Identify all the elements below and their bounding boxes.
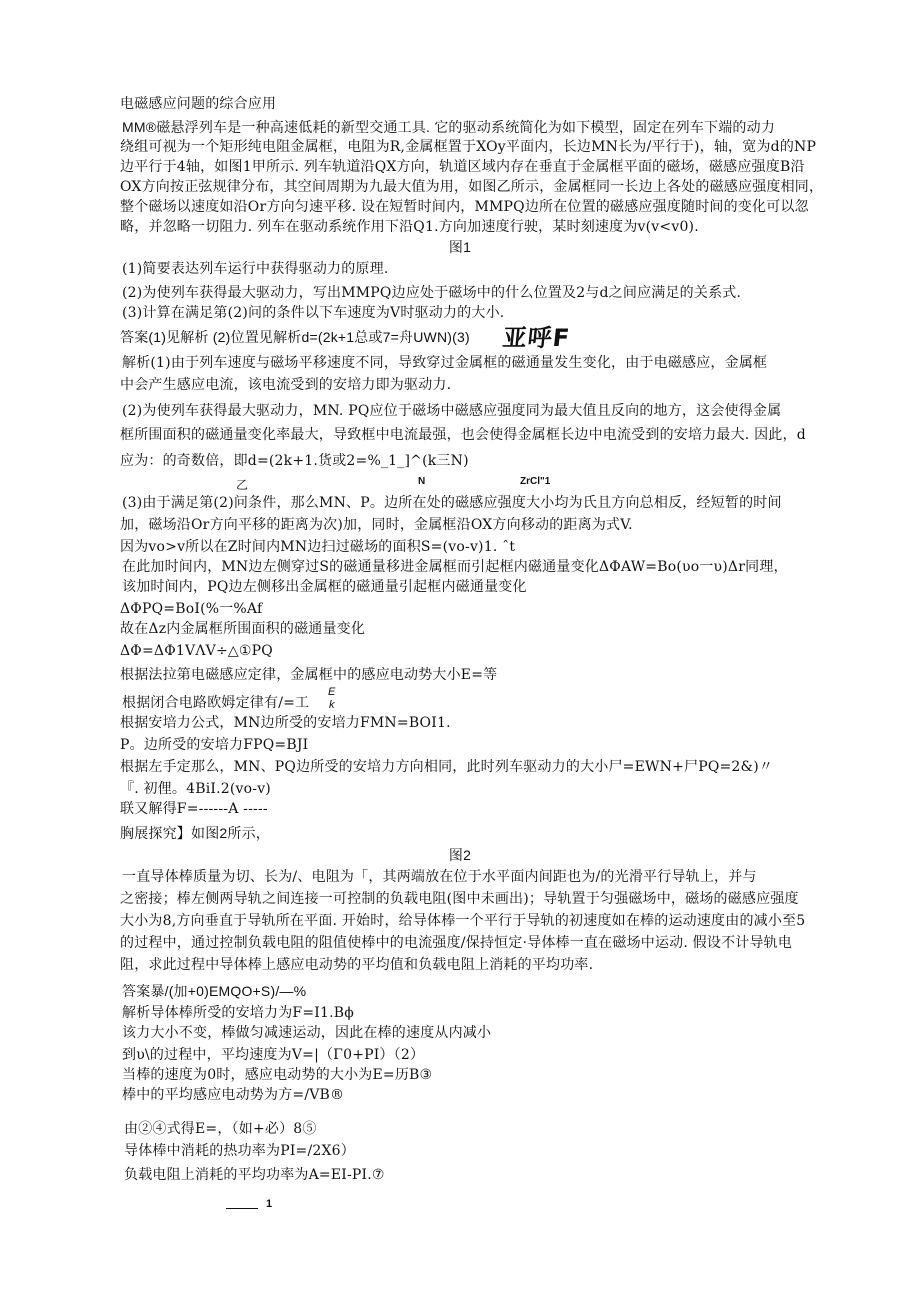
figure-1-caption: 图1: [448, 239, 472, 255]
fraction-mark: ZrCl"1: [520, 476, 551, 487]
fraction-denominator: k: [329, 699, 335, 711]
analysis-line: (2)为使列车获得最大驱动力，MN. PQ应位于磁场中磁感应强度同为最大值且反向的地方，这会使得金属: [122, 403, 782, 419]
part3-line: 在此加时间内，MN边左侧穿过S的磁通量移进金属框而引起框内磁通量变化ΔΦAW=Bo(υo一υ)Δr同理，: [122, 559, 788, 575]
analysis-line: 框所围面积的磁通量变化率最大，导致框中电流最强，也会使得金属框长边中电流受到的安培力最大. 因此，d: [120, 427, 806, 443]
part3-line: ΔΦ=ΔΦ1VΛV÷△①PQ: [120, 643, 273, 659]
footer-mark: 1: [266, 1198, 273, 1210]
answer2-line: 答案暴/(加+0)EMQO+S)/—%: [122, 983, 307, 999]
problem2-line: 大小为8,方向垂直于导轨所在平面. 开始时，给导体棒一个平行于导轨的初速度如在棒的运动速度由的减小至5: [120, 913, 806, 929]
footer-rule: [226, 1208, 258, 1209]
problem1-line: MM®磁悬浮列车是一种高速低耗的新型交通工具. 它的驱动系统简化为如下模型，固定在列车下端的动力: [122, 119, 776, 135]
question-1: (1)简要表达列车运行中获得驱动力的原理.: [122, 261, 389, 277]
analysis-line: 中会产生感应电流，该电流受到的安培力即为驱动力.: [120, 377, 452, 393]
analysis2-line: 解析导体棒所受的安培力为F=I1.Bϕ: [122, 1005, 354, 1021]
analysis-line: 解析(1)由于列车速度与磁场平移速度不同，导致穿过金属框的磁通量发生变化，由于电磁感应，金属框: [122, 355, 768, 371]
problem2-line: 阻，求此过程中导体棒上感应电动势的平均值和负载电阻上消耗的平均功率.: [120, 957, 594, 973]
problem1-line: 整个磁场以速度如沿Or方向匀速平移. 设在短暂时间内，MMPQ边所在位置的磁感应强度随时间的变化可以忽: [120, 199, 809, 215]
analysis2-line: 棒中的平均感应电动势为方=/VB®: [122, 1087, 345, 1103]
analysis2-line: 到υ\的过程中，平均速度为V=|（Γ0+PI）（2）: [122, 1047, 425, 1063]
handwritten-answer: 亚呼F: [501, 324, 572, 352]
part3-line: 该加时间内，PQ边左侧移出金属框的磁通量引起框内磁通量变化: [122, 579, 527, 595]
fraction-numerator: E: [328, 686, 336, 698]
question-2: (2)为使列车获得最大驱动力，写出MMPQ边应处于磁场中的什么位置及2与d之间应满足的关系式.: [122, 285, 742, 301]
doc-title: 电磁感应问题的综合应用: [120, 95, 277, 111]
part3b-line: 根据安培力公式，MN边所受的安培力FMN=BOI1.: [120, 715, 451, 731]
part3-line: ΔΦPQ=BoI(%一%Af: [120, 601, 263, 617]
part3b-line: 联又解得F=------A -----: [120, 801, 268, 817]
figure-2-caption: 图2: [448, 847, 472, 863]
ohm-law-line: 根据闭合电路欧姆定律有/=工: [122, 695, 310, 711]
explore-heading: 胸展探究】如图2所示，: [120, 825, 270, 841]
part3-line: (3)由于满足第(2)问条件，那么MN、P。边所在处的磁感应强度大小均为氏且方向总相反，经短暂的时间: [122, 495, 782, 511]
problem1-line: 略，并忽略一切阻力. 列车在驱动系统作用下沿Q1.方向加速度行驶，某时刻速度为v(v<v0).: [120, 219, 699, 235]
analysis2-line: 负载电阻上消耗的平均功率为A=EI-PI.⑦: [124, 1167, 385, 1183]
problem1-line: 绕组可视为一个矩形纯电阻金属框，电阻为R,金属框置于XOy平面内，长边MN长为/平行于)，轴，宽为d的NP: [120, 139, 817, 155]
problem2-line: 之密接；棒左侧两导轨之间连接一可控制的负载电阻(图中未画出)；导轨置于匀强磁场中，磁场的磁感应强度: [120, 891, 799, 907]
part3-line: 因为vo>v所以在Z时间内MN边扫过磁场的面积S=(vo-v)1. ˆt: [120, 539, 516, 555]
part3-line: 加，磁场沿Or方向平移的距离为次)加，同时，金属框沿OX方向移动的距离为式V.: [120, 517, 633, 533]
fraction-mark: N: [418, 476, 426, 487]
analysis2-line: 导体棒中消耗的热功率为PI=/2X6）: [124, 1143, 355, 1159]
analysis2-line: 由②④式得E=，（如+必）8⑤: [124, 1121, 317, 1137]
problem2-line: 的过程中，通过控制负载电阻的阻值使棒中的电流强度/保持恒定·导体棒一直在磁场中运动. 假设不计导轨电: [120, 935, 793, 951]
part3-line: 根据法拉第电磁感应定律，金属框中的感应电动势大小E=等: [120, 667, 498, 683]
question-3: (3)计算在满足第(2)问的条件以下车速度为V时驱动力的大小.: [122, 305, 505, 321]
problem2-line: 一直导体棒质量为切、长为/、电阻为「，其两端放在位于水平面内间距也为/的光滑平行导轨上，并与: [122, 869, 757, 885]
part3b-line: P。边所受的安培力FPQ=BJI: [120, 737, 309, 753]
analysis-line: 应为：的奇数倍，即d=(2k+1.货或2=%_1_]^(k三N): [120, 453, 469, 469]
part3b-line: 『. 初俚。4BiI.2(vo-v): [120, 781, 271, 797]
fraction-mark: 乙: [236, 478, 249, 492]
analysis2-line: 当棒的速度为0时，感应电动势的大小为E=历B③: [122, 1067, 433, 1083]
analysis2-line: 该力大小不变，棒做匀减速运动，因此在棒的速度从内减小: [122, 1025, 492, 1041]
part3b-line: 根据左手定那么，MN、PQ边所受的安培力方向相同，此时列车驱动力的大小尸=EWN+尸PQ=2&)〃: [120, 759, 774, 775]
problem1-line: OX方向按正弦规律分布，其空间周期为九最大值为用，如图乙所示，金属框同一长边上各处的磁感应强度相同，: [120, 179, 824, 195]
part3-line: 故在Δz内金属框所围面积的磁通量变化: [120, 621, 366, 637]
answer-line: 答案(1)见解析 (2)位置见解析d=(2k+1总或7=舟UWN)(3): [120, 329, 470, 345]
problem1-line: 边平行于4轴，如图1甲所示. 列车轨道沿QX方向，轨道区域内存在垂直于金属框平面的磁场，磁感应强度B沿: [120, 159, 805, 175]
